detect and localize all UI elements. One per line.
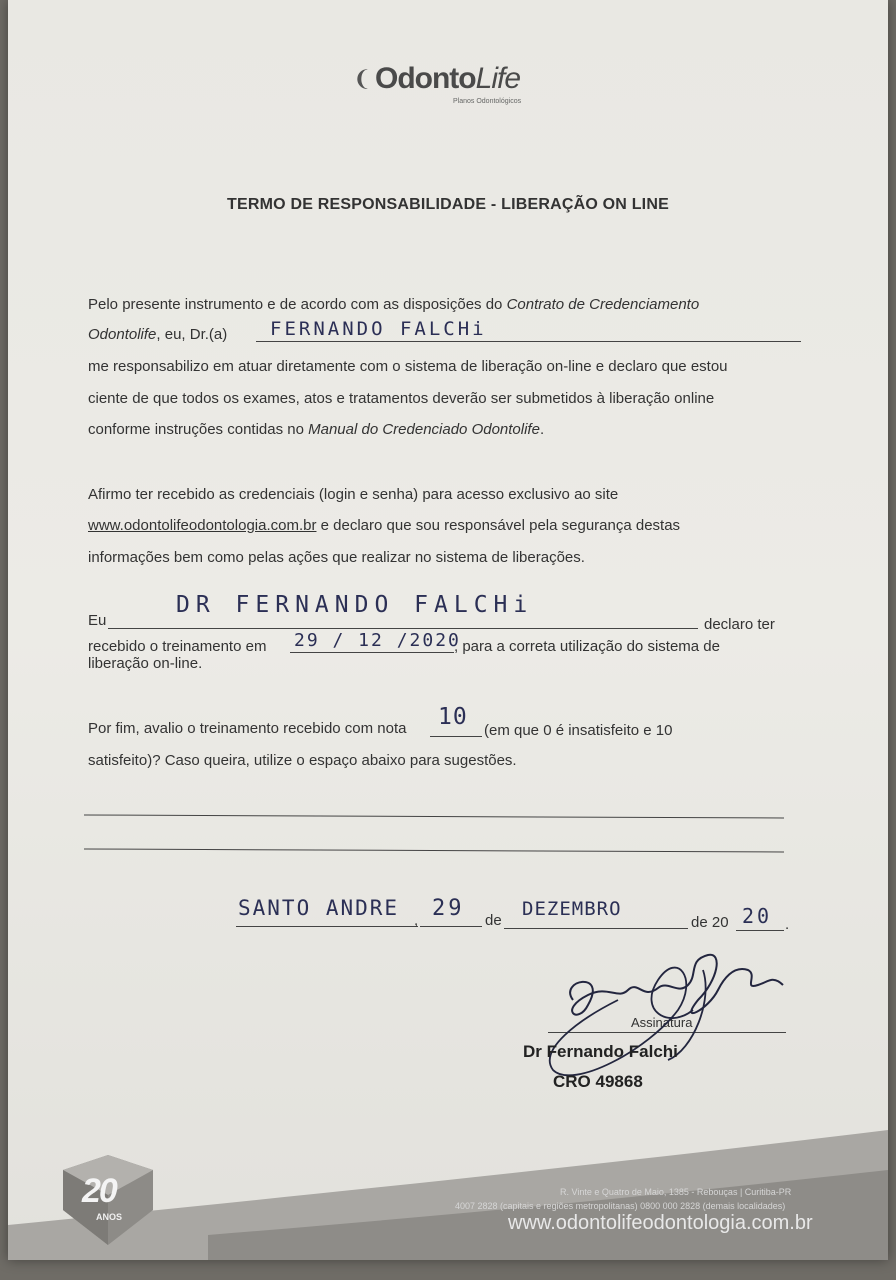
- para4-line1a: Por fim, avalio o treinamento recebido com nota: [88, 720, 407, 737]
- para1-line1: Pelo presente instrumento e de acordo com as disposições do Contrato de Credenciamento: [88, 296, 700, 313]
- document-page: ❨ OdontoLife Planos Odontológicos TERMO DE RESPONSABILIDADE - LIBERAÇÃO ON LINE Pelo presente instrumento e de acordo com as disposições do Contrato de Credenciamento Odontolife, eu, Dr.(a) FERNANDO FALCHi me responsabilizo em atuar diretamente com o sistema de liberação on-line e declaro que estou ciente de que todos os exames, atos e tratamentos deverão ser submetidos à liberação online conforme instruções contidas no Manual do Credenciado Odontolife. Afirmo ter recebido as credenciais (login e senha) para acesso exclusivo ao site www.odontolifeodontologia.com.br e declaro que sou responsável pela segurança destas informações bem como pelas ações que realizar no sistema de liberações. Eu DR FERNANDO FALCHi declaro ter recebido o treinamento em 29 / 12 /2020 , para a correta utilização do sistema de liberação on-line. Por fim, avalio o treinamento recebido com nota 10 (em que 0 é insatisfeito e 10 satisfeito)? Caso queira, utilize o espaço abaixo para sugestões. SANTO ANDRE , 29 de DEZEMBRO de 20 20 . Assinatura Dr Fernando Falchi CRO 49868 20 ANOS R. Vinte e Quatro de Maio, 1385 - Rebouças | Curitiba-PR 4007 2828 (capitais e regiões metropolitanas) 0800 000 2828 (demais localidades) www.odontolifeodontologia.com.br: [8, 0, 888, 1260]
- signature-label: Assinatura: [631, 1015, 693, 1030]
- para1-line4: ciente de que todos os exames, atos e tratamentos deverão ser submetidos à liberação online: [88, 390, 715, 407]
- para2-line2: www.odontolifeodontologia.com.br e declaro que sou responsável pela segurança destas: [88, 517, 681, 534]
- declaro-label: declaro ter: [704, 616, 775, 633]
- suggestion-line-1: [84, 814, 784, 818]
- name-underline-2: [108, 628, 698, 629]
- handwritten-month: DEZEMBRO: [522, 898, 622, 920]
- footer-website[interactable]: www.odontolifeodontologia.com.br: [508, 1212, 813, 1234]
- day-underline: [420, 926, 482, 927]
- footer-phones: 4007 2828 (capitais e regiões metropolitanas) 0800 000 2828 (demais localidades): [455, 1201, 786, 1211]
- city-underline: [236, 926, 418, 927]
- logo-mark-icon: ❨: [353, 66, 372, 91]
- handwritten-year: 20: [742, 904, 773, 928]
- stamp-name: Dr Fernando Falchi: [523, 1042, 678, 1061]
- website-link[interactable]: www.odontolifeodontologia.com.br: [88, 517, 317, 534]
- para3-line3: liberação on-line.: [88, 655, 203, 672]
- handwritten-training-date: 29 / 12 /2020: [294, 630, 461, 651]
- para4-line2: satisfeito)? Caso queira, utilize o espaço abaixo para sugestões.: [88, 752, 517, 769]
- eu-label: Eu: [88, 612, 107, 629]
- document-title: TERMO DE RESPONSABILIDADE - LIBERAÇÃO ON LINE: [227, 196, 669, 213]
- month-underline: [504, 928, 688, 929]
- odontolife-logo: ❨ OdontoLife Planos Odontológicos: [353, 62, 522, 105]
- nota-underline: [430, 736, 482, 737]
- ans-code: [20, 40, 34, 120]
- logo-tagline: Planos Odontológicos: [453, 98, 522, 105]
- handwritten-nota: 10: [438, 704, 468, 730]
- para3-line2b: , para a correta utilização do sistema de: [454, 638, 720, 655]
- handwritten-day: 29: [432, 896, 465, 921]
- para4-line1b: (em que 0 é insatisfeito e 10: [484, 722, 673, 739]
- stamp-cro: CRO 49868: [553, 1072, 643, 1091]
- para2-line3: informações bem como pelas ações que realizar no sistema de liberações.: [88, 549, 585, 566]
- handwritten-name-2: DR FERNANDO FALCHi: [176, 592, 534, 618]
- handwritten-name-1: FERNANDO FALCHi: [270, 318, 487, 340]
- footer-address: R. Vinte e Quatro de Maio, 1385 - Rebouças | Curitiba-PR: [560, 1187, 792, 1197]
- date-underline: [290, 652, 454, 653]
- para2-line1: Afirmo ter recebido as credenciais (login e senha) para acesso exclusivo ao site: [88, 486, 619, 503]
- badge-number: 20: [82, 1172, 116, 1210]
- para1-line2: Odontolife, eu, Dr.(a): [88, 326, 228, 343]
- suggestion-line-2: [84, 848, 784, 852]
- para1-line5: conforme instruções contidas no Manual do Credenciado Odontolife.: [88, 421, 545, 438]
- year-underline: [736, 930, 784, 931]
- para3-line2: recebido o treinamento em: [88, 638, 267, 655]
- handwritten-city: SANTO ANDRE: [238, 896, 400, 920]
- badge-label: ANOS: [96, 1212, 123, 1222]
- para1-line3: me responsabilizo em atuar diretamente com o sistema de liberação on-line e declaro que estou: [88, 358, 728, 375]
- name-underline: [256, 341, 801, 342]
